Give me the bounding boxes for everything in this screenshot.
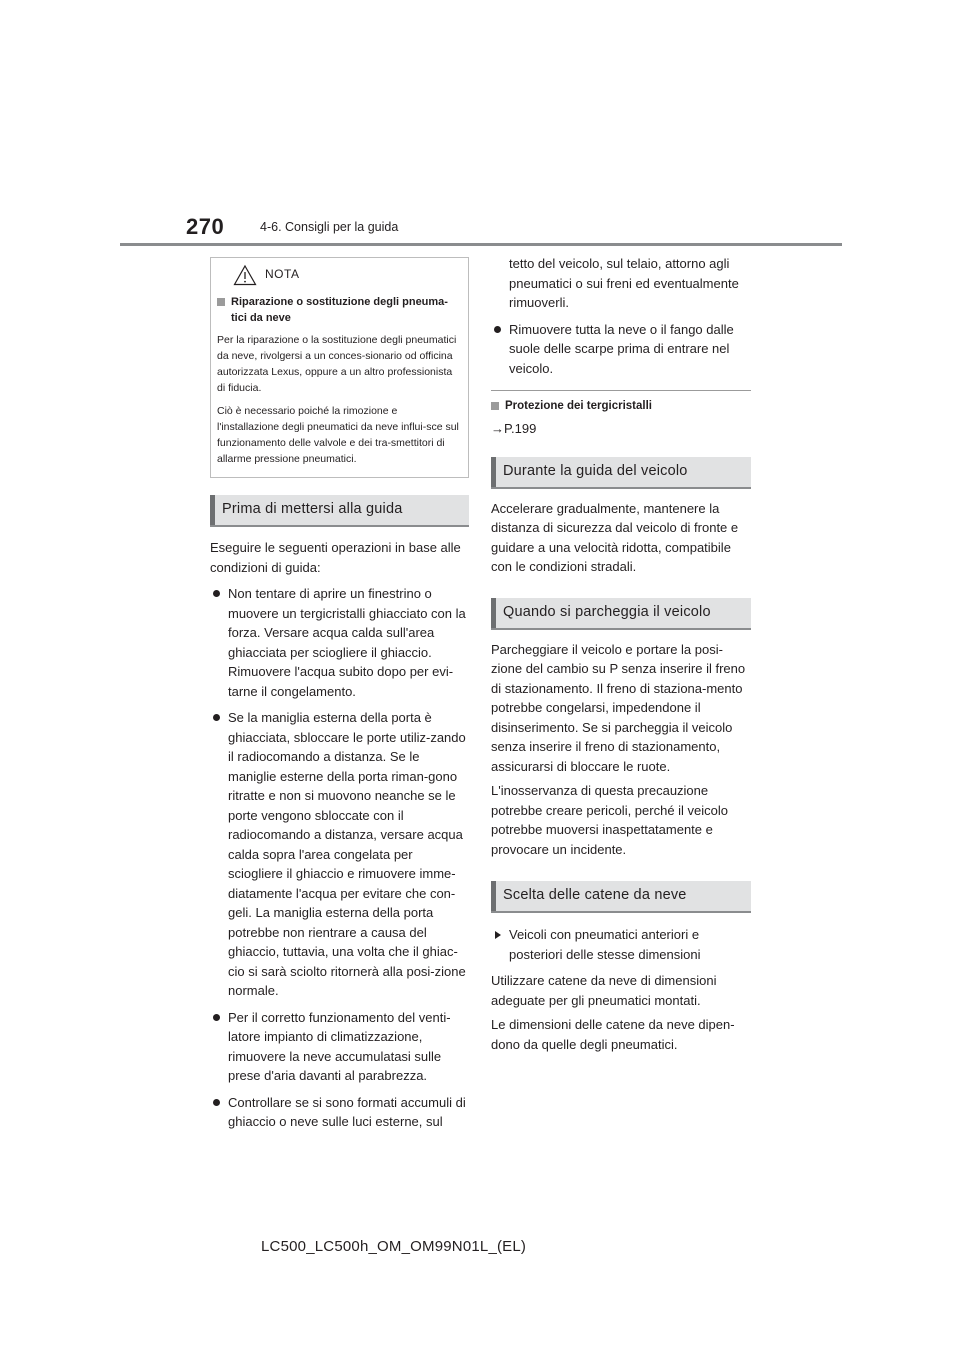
chains-item <box>491 925 751 965</box>
square-marker-icon <box>217 298 225 306</box>
heading-bar <box>491 598 496 628</box>
heading-bar <box>210 495 215 525</box>
heading-bar <box>491 457 496 487</box>
list-item <box>210 1093 469 1132</box>
bullet-dot-icon <box>213 1099 220 1106</box>
list-item-text: Rimuovere tutta la neve o il fango dalle suole delle scarpe prima di entrare nel veicolo. <box>509 321 734 376</box>
page-number: 270 <box>186 214 225 239</box>
list-item-text: Se la maniglia esterna della porta è ghiacciata, sbloccare le porte utiliz-zando il radiocomando a distanza. Se le maniglie esterne della porta riman-gono ritratte e non si muovono neanche se le porte vengono sbloccate con il radiocomando a distanza, versare acqua calda sopra l'area congelata per sciogliere il ghiaccio e rimuovere imme-diatamente l'acqua per evitare che con-geli. La maniglia esterna della porta potrebbe non rientrare a causa del ghiaccio, tuttavia, una volta che il ghiac-cio si sarà sciolto ritornerà alla posi-zione normale. <box>228 710 466 998</box>
heading-before-driving-text: Prima di mettersi alla guida <box>222 501 403 517</box>
bullet-dot-icon <box>213 590 220 597</box>
nota-subheading <box>217 294 462 326</box>
left-column <box>210 257 469 1132</box>
parking-paragraph-2: L'inosservanza di questa precauzione potrebbe creare pericoli, perché il veicolo potrebbe muoversi inaspettatamente e provocare un incidente. <box>491 783 729 857</box>
bullet-dot-icon <box>494 326 501 333</box>
list-item-continuation: tetto del veicolo, sul telaio, attorno agli pneumatici o sui freni ed eventualmente rimuoverli. <box>509 256 739 310</box>
warning-triangle-icon <box>233 264 257 286</box>
list-item <box>210 708 469 1001</box>
list-item-text: Controllare se si sono formati accumuli di ghiaccio o neve sulle luci esterne, sul <box>228 1094 466 1129</box>
triangle-right-icon <box>495 931 501 939</box>
section-title: 4-6. Consigli per la guida <box>260 220 399 234</box>
bullet-dot-icon <box>213 714 220 721</box>
nota-paragraph-2: Ciò è necessario poiché la rimozione e l'installazione degli pneumatici da neve influi-sce sul funzionamento delle valvole e dei tra-smettitori di allarme pressione pneumatici. <box>217 405 459 465</box>
footer-document-code: LC500_LC500h_OM_OM99N01L_(EL) <box>261 1238 527 1255</box>
heading-chains-text: Scelta delle catene da neve <box>503 887 687 903</box>
nota-header <box>217 258 462 292</box>
nota-paragraph-1: Per la riparazione o la sostituzione degli pneumatici da neve, rivolgersi a un conces-sionario od officina autorizzata Lexus, oppure a un altro professionista di fiducia. <box>217 334 457 394</box>
heading-parking <box>491 598 751 630</box>
wipers-subheading-text: Protezione dei tergicristalli <box>505 400 652 412</box>
heading-while-driving <box>491 457 751 489</box>
square-marker-icon <box>491 402 499 410</box>
nota-box <box>210 257 469 478</box>
list-item-text: Per il corretto funzionamento del venti-latore impianto di climatizzazione, rimuovere la neve accumulatasi sulle prese d'aria davanti al parabrezza. <box>228 1009 451 1083</box>
list-item <box>491 320 751 379</box>
list-item <box>210 584 469 701</box>
heading-before-driving <box>210 495 469 527</box>
parking-paragraph-1: Parcheggiare il veicolo e portare la posi-zione del cambio su P senza inserire il freno di stazionamento. Il freno di staziona-mento potrebbe congelarsi, impedendone il disinserimento. Se si parcheggia il veicolo senza inserire il freno di stazionamento, assicurarsi di bloccare le ruote. <box>491 641 746 774</box>
right-column <box>491 254 751 1054</box>
chains-paragraph-2: Le dimensioni delle catene da neve dipen-dono da quelle degli pneumatici. <box>491 1017 735 1052</box>
nota-label: NOTA <box>265 267 300 281</box>
heading-chains <box>491 881 751 913</box>
heading-while-driving-text: Durante la guida del veicolo <box>503 462 688 479</box>
heading-bar <box>491 881 496 911</box>
before-driving-intro: Eseguire le seguenti operazioni in base alle condizioni di guida: <box>210 540 461 575</box>
nota-subheading-text: Riparazione o sostituzione degli pneuma-tici da neve <box>231 296 448 324</box>
chains-paragraph-1: Utilizzare catene da neve di dimensioni adeguate per gli pneumatici montati. <box>491 973 717 1008</box>
bullet-dot-icon <box>213 1014 220 1021</box>
heading-parking-text: Quando si parcheggia il veicolo <box>503 603 711 620</box>
header-rule <box>120 243 842 246</box>
chains-item-text: Veicoli con pneumatici anteriori e posteriori delle stesse dimensioni <box>509 927 701 962</box>
list-item-text: Non tentare di aprire un finestrino o muovere un tergicristalli ghiacciato con la forza. Versare acqua calda sull'area ghiacciata per sciogliere il ghiaccio. Rimuovere l'acqua subito dopo per evi-tarne il congelamento. <box>228 586 466 699</box>
wipers-subheading <box>491 398 751 414</box>
divider <box>491 390 751 391</box>
list-item <box>210 1008 469 1086</box>
while-driving-text: Accelerare gradualmente, mantenere la distanza di sicurezza dal veicolo di fronte e guidare a una velocità ridotta, compatibile con le condizioni stradali. <box>491 500 739 574</box>
wipers-page-reference[interactable]: →P.199 <box>491 421 537 436</box>
